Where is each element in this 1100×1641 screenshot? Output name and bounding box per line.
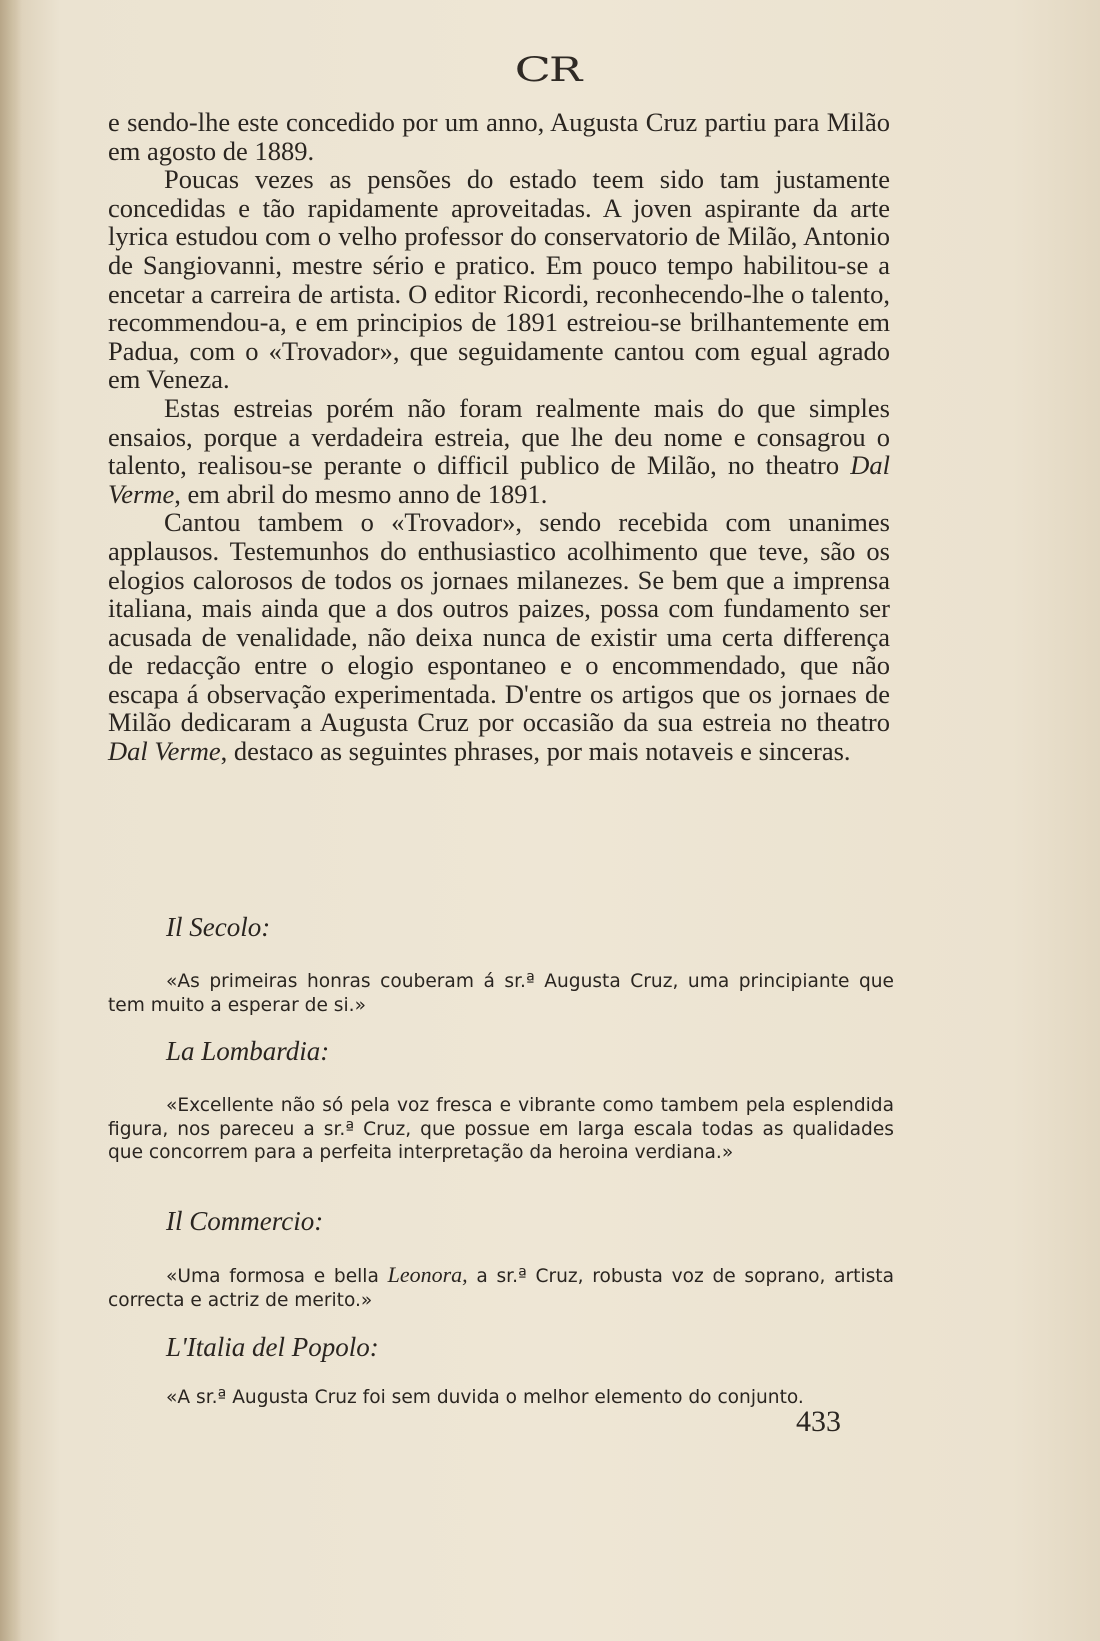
binding-shadow xyxy=(0,0,22,1641)
quote-text: «Excellente não só pela voz fresca e vibrante como tambem pela esplendida figura, nos pareceu a sr.ª Cruz, que possue em larga escala todas as qualidades que concorrem para a perfeita interpretação da heroina verdiana.» xyxy=(108,1095,894,1164)
monogram-c: C xyxy=(514,50,553,90)
paragraph-4-text-b: , destaco as seguintes phrases, por mais notaveis e sinceras. xyxy=(220,736,851,767)
theatre-name: Dal Verme xyxy=(108,450,890,509)
quote-text: «A sr.ª Augusta Cruz foi sem duvida o melhor elemento do conjunto. xyxy=(166,1387,804,1408)
quote-source: Il Commercio: xyxy=(166,1206,324,1236)
paragraph-2: Poucas vezes as pensões do estado teem sido tam justamente concedidas e tão rapidamente aproveitadas. A joven aspirante da arte lyrica estudou com o velho professor do conservatorio de Milão, Antonio de Sangiovanni, mestre sério e pratico. Em pouco tempo habilitou-se a encetar a carreira de artista. O editor Ricordi, reconhecendo-lhe o talento, recommendou-a, e em principios de 1891 estreiou-se brilhantemente em Padua, com o «Trovador», que seguidamente cantou com egual agrado em Veneza. xyxy=(108,164,890,395)
paragraph-4-text-a: Cantou tambem o «Trovador», sendo recebida com unanimes applausos. Testemunhos do enthusiastico acolhimento que teve, são os elogios calorosos de todos os jornaes milanezes. Se bem que a imprensa italiana, mais ainda que a dos outros paizes, possa com fundamento ser acusada de venalidade, não deixa nunca de existir uma certa differença de redacção entre o elogio espontaneo e o encommendado, que não escapa á observação experimentada. D'entre os artigos que os jornaes de Milão dedicaram a Augusta Cruz por occasião da sua estreia no theatro xyxy=(108,507,890,738)
paragraph-3-text-b: , em abril do mesmo anno de 1891. xyxy=(174,478,548,509)
quote-source: La Lombardia: xyxy=(166,1036,330,1066)
paragraph-4 xyxy=(108,508,890,765)
page-number: 433 xyxy=(796,1405,841,1438)
quote-source: L'Italia del Popolo: xyxy=(166,1332,379,1362)
header-monogram xyxy=(0,50,1100,90)
main-text xyxy=(108,108,890,766)
paragraph-3 xyxy=(108,394,890,508)
monogram-r: R xyxy=(549,50,584,90)
paragraph-3-text-a: Estas estreias porém não foram realmente mais do que simples ensaios, porque a verdadeira estreia, que lhe deu nome e consagrou o talento, realisou-se perante o difficil publico de Milão, no theatro xyxy=(108,392,890,481)
paragraph-1: e sendo-lhe este concedido por um anno, Augusta Cruz partiu para Milão em agosto de 1889. xyxy=(108,107,890,166)
quote-text: «Uma formosa e bella Leonora, a sr.ª Cruz, robusta voz de soprano, artista correcta e actriz de merito.» xyxy=(108,1262,894,1311)
quote-text: «As primeiras honras couberam á sr.ª Augusta Cruz, uma principiante que tem muito a esperar de si.» xyxy=(108,971,894,1016)
theatre-name: Dal Verme xyxy=(108,736,221,767)
quote-source: Il Secolo: xyxy=(166,912,271,942)
role-name: Leonora, xyxy=(387,1262,468,1287)
